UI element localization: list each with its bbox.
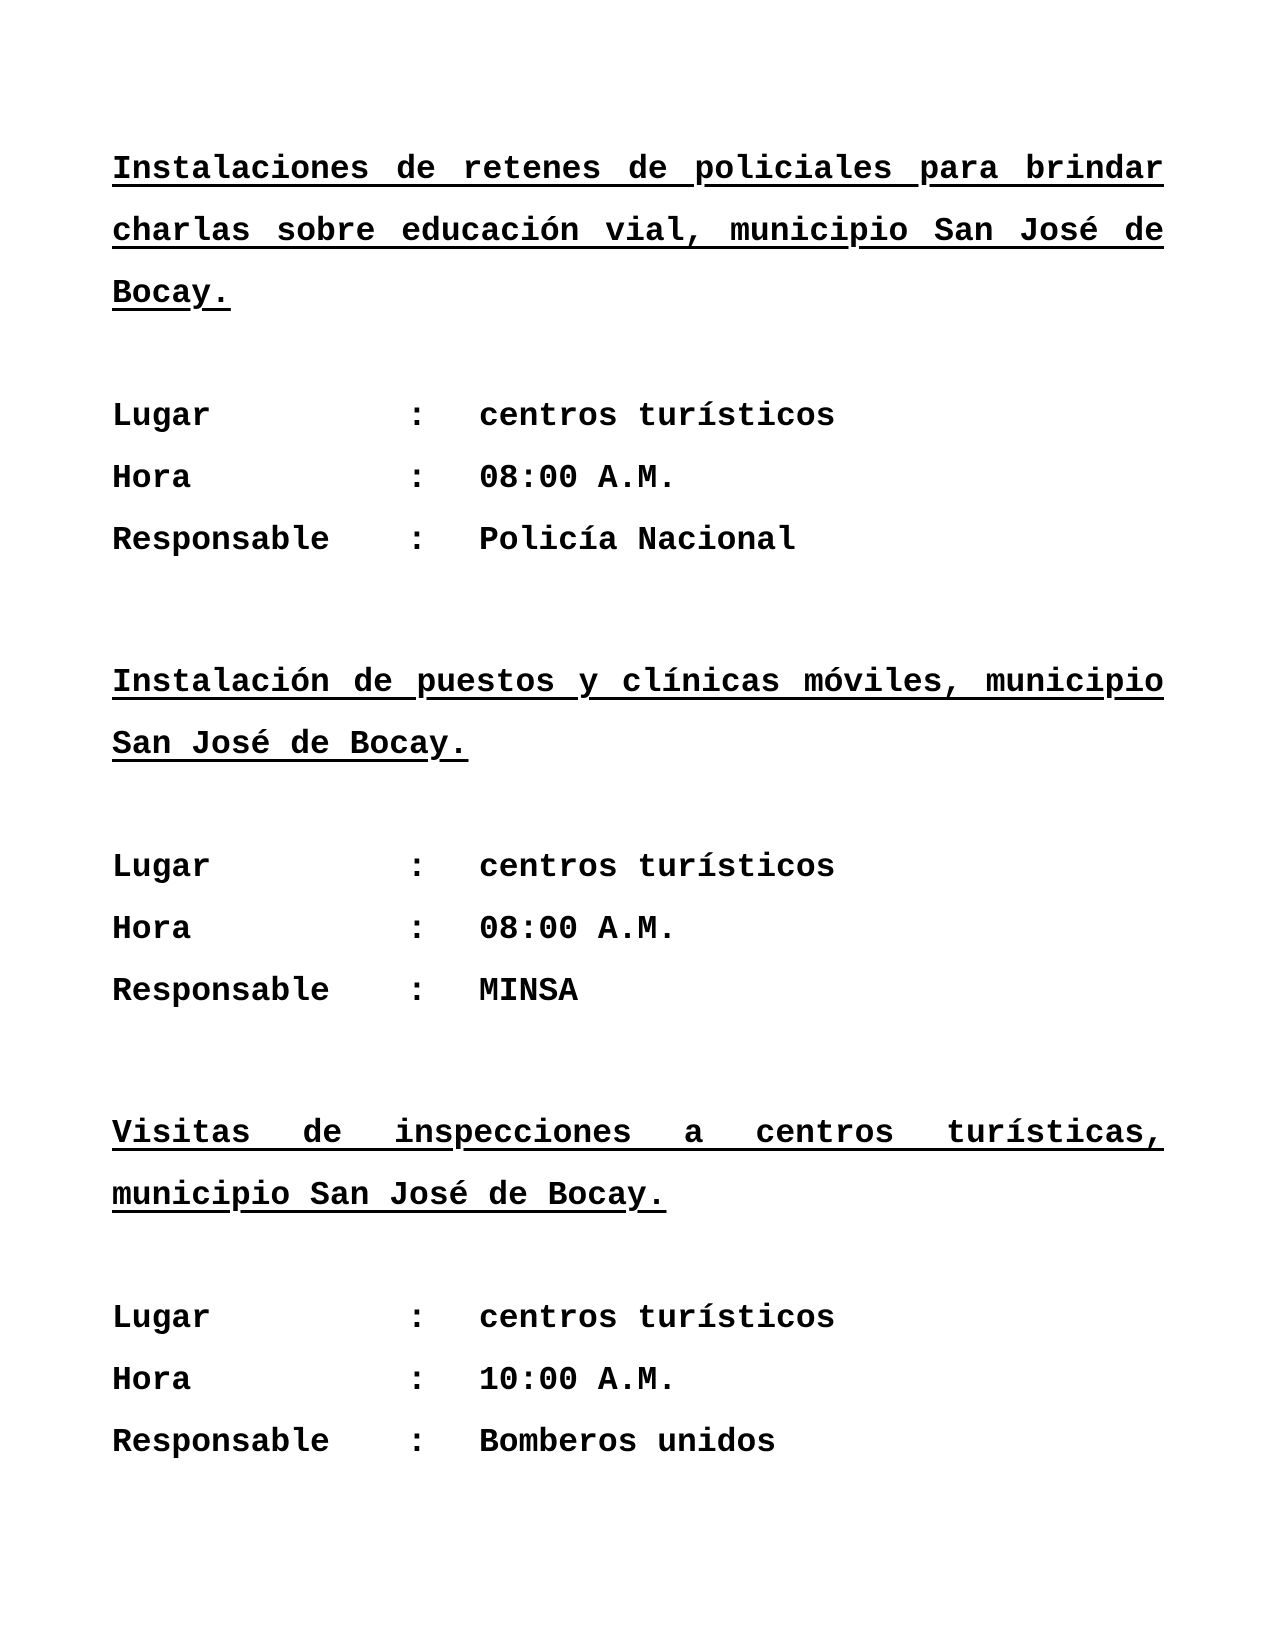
- detail-separator: :: [407, 848, 427, 886]
- detail-separator: :: [407, 1423, 427, 1461]
- detail-separator: :: [407, 1361, 427, 1399]
- detail-row-place: [112, 385, 1164, 447]
- activity-title: Visitas de inspecciones a centros turísticas, municipio San José de Bocay.: [112, 1115, 1164, 1214]
- detail-label: Responsable: [112, 972, 330, 1010]
- detail-row-time: [112, 447, 1164, 509]
- detail-row-responsible: [112, 509, 1164, 571]
- detail-label: Hora: [112, 1361, 192, 1399]
- detail-label: Lugar: [112, 848, 212, 886]
- activity-section-3: [112, 1103, 1164, 1227]
- detail-label: Lugar: [112, 397, 212, 435]
- detail-separator: :: [407, 397, 427, 435]
- detail-row-time: [112, 898, 1164, 960]
- detail-value: MINSA: [479, 972, 579, 1010]
- detail-label: Hora: [112, 459, 192, 497]
- detail-separator: :: [407, 459, 427, 497]
- detail-value: Bomberos unidos: [479, 1423, 777, 1461]
- detail-row-place: [112, 1287, 1164, 1349]
- detail-label: Responsable: [112, 521, 330, 559]
- detail-separator: :: [407, 1299, 427, 1337]
- detail-value: centros turísticos: [479, 1299, 836, 1337]
- detail-separator: :: [407, 521, 427, 559]
- detail-label: Hora: [112, 910, 192, 948]
- detail-value: Policía Nacional: [479, 521, 796, 559]
- detail-value: centros turísticos: [479, 397, 836, 435]
- activity-section-1: [112, 139, 1164, 325]
- activity-details-1: [112, 385, 1164, 571]
- activity-section-2: [112, 652, 1164, 776]
- detail-row-responsible: [112, 960, 1164, 1022]
- activity-title: Instalación de puestos y clínicas móviles, municipio San José de Bocay.: [112, 664, 1164, 763]
- detail-label: Lugar: [112, 1299, 212, 1337]
- activity-title: Instalaciones de retenes de policiales para brindar charlas sobre educación vial, municipio San José de Bocay.: [112, 151, 1164, 312]
- detail-row-time: [112, 1349, 1164, 1411]
- activity-details-3: [112, 1287, 1164, 1473]
- detail-value: centros turísticos: [479, 848, 836, 886]
- detail-value: 08:00 A.M.: [479, 910, 678, 948]
- detail-separator: :: [407, 972, 427, 1010]
- detail-value: 08:00 A.M.: [479, 459, 678, 497]
- activity-details-2: [112, 836, 1164, 1022]
- detail-separator: :: [407, 910, 427, 948]
- detail-value: 10:00 A.M.: [479, 1361, 678, 1399]
- detail-label: Responsable: [112, 1423, 330, 1461]
- detail-row-responsible: [112, 1411, 1164, 1473]
- detail-row-place: [112, 836, 1164, 898]
